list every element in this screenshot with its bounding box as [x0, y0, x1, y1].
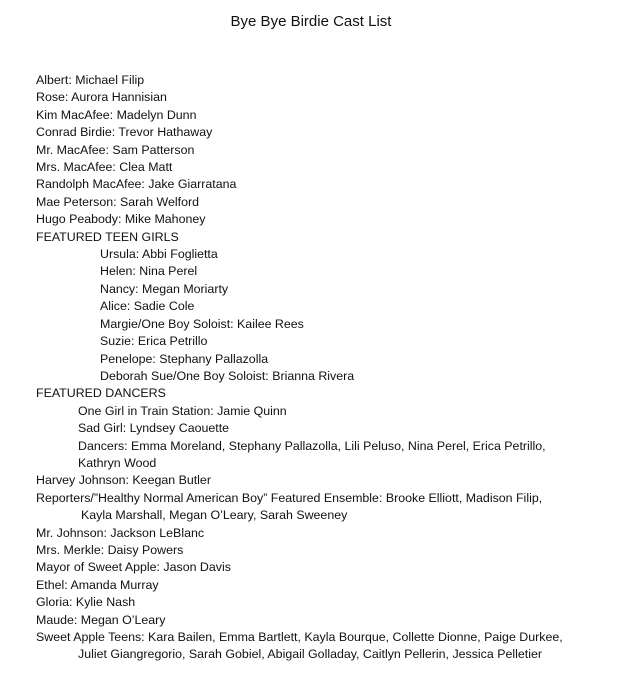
page-title: Bye Bye Birdie Cast List: [230, 13, 392, 30]
cast-entry-mae: Mae Peterson: Sarah Welford: [36, 194, 199, 209]
cast-entry-train-station: One Girl in Train Station: Jamie Quinn: [78, 403, 287, 418]
dancers-list: [36, 403, 616, 473]
section-heading-teen-girls: FEATURED TEEN GIRLS: [36, 229, 179, 244]
cast-entry-helen: Helen: Nina Perel: [100, 264, 198, 279]
cast-entry-maude: Maude: Megan O’Leary: [36, 612, 166, 627]
cast-entry-kim: Kim MacAfee: Madelyn Dunn: [36, 107, 197, 122]
cast-entry-mrs-merkle: Mrs. Merkle: Daisy Powers: [36, 542, 184, 557]
cast-entry-reporters: Reporters/”Healthy Normal American Boy” Featured Ensemble: Brooke Elliott, Madison Filip,: [36, 490, 543, 505]
cast-entry-rose: Rose: Aurora Hannisian: [36, 90, 167, 105]
cast-entry-suzie: Suzie: Erica Petrillo: [100, 334, 208, 349]
cast-entry-hugo: Hugo Peabody: Mike Mahoney: [36, 212, 206, 227]
cast-list: [36, 72, 616, 664]
cast-entry-mayor: Mayor of Sweet Apple: Jason Davis: [36, 560, 231, 575]
cast-entry-sad-girl: Sad Girl: Lyndsey Caouette: [78, 421, 230, 436]
cast-entry-margie: Margie/One Boy Soloist: Kailee Rees: [100, 316, 304, 331]
cast-entry-nancy: Nancy: Megan Moriarty: [100, 281, 229, 296]
cast-entry-alice: Alice: Sadie Cole: [100, 299, 195, 314]
cast-entry-dancers-continued: Kathryn Wood: [78, 455, 157, 470]
cast-entry-reporters-continued: Kayla Marshall, Megan O’Leary, Sarah Sweeney: [81, 508, 348, 523]
cast-entry-deborah-sue: Deborah Sue/One Boy Soloist: Brianna Rivera: [100, 368, 355, 383]
cast-entry-randolph: Randolph MacAfee: Jake Giarratana: [36, 177, 237, 192]
cast-entry-sweet-apple-teens-continued: Juliet Giangregorio, Sarah Gobiel, Abigail Golladay, Caitlyn Pellerin, Jessica Pelletier: [78, 647, 542, 662]
cast-entry-penelope: Penelope: Stephany Pallazolla: [100, 351, 269, 366]
cast-entry-dancers: Dancers: Emma Moreland, Stephany Pallazolla, Lili Peluso, Nina Perel, Erica Petrillo,: [78, 438, 546, 453]
teen-girls-list: [36, 246, 616, 385]
cast-entry-conrad: Conrad Birdie: Trevor Hathaway: [36, 125, 213, 140]
cast-entry-mrs-macafee: Mrs. MacAfee: Clea Matt: [36, 160, 173, 175]
cast-entry-sweet-apple-teens: Sweet Apple Teens: Kara Bailen, Emma Bartlett, Kayla Bourque, Collette Dionne, Paige Durkee,: [36, 630, 563, 644]
cast-entry-ursula: Ursula: Abbi Foglietta: [100, 247, 218, 262]
section-heading-dancers: FEATURED DANCERS: [36, 386, 166, 401]
cast-entry-harvey: Harvey Johnson: Keegan Butler: [36, 473, 211, 488]
cast-entry-gloria: Gloria: Kylie Nash: [36, 595, 136, 610]
cast-entry-mr-johnson: Mr. Johnson: Jackson LeBlanc: [36, 525, 205, 540]
cast-entry-albert: Albert: Michael Filip: [36, 73, 145, 87]
cast-entry-mr-macafee: Mr. MacAfee: Sam Patterson: [36, 142, 195, 157]
cast-entry-ethel: Ethel: Amanda Murray: [36, 577, 159, 592]
